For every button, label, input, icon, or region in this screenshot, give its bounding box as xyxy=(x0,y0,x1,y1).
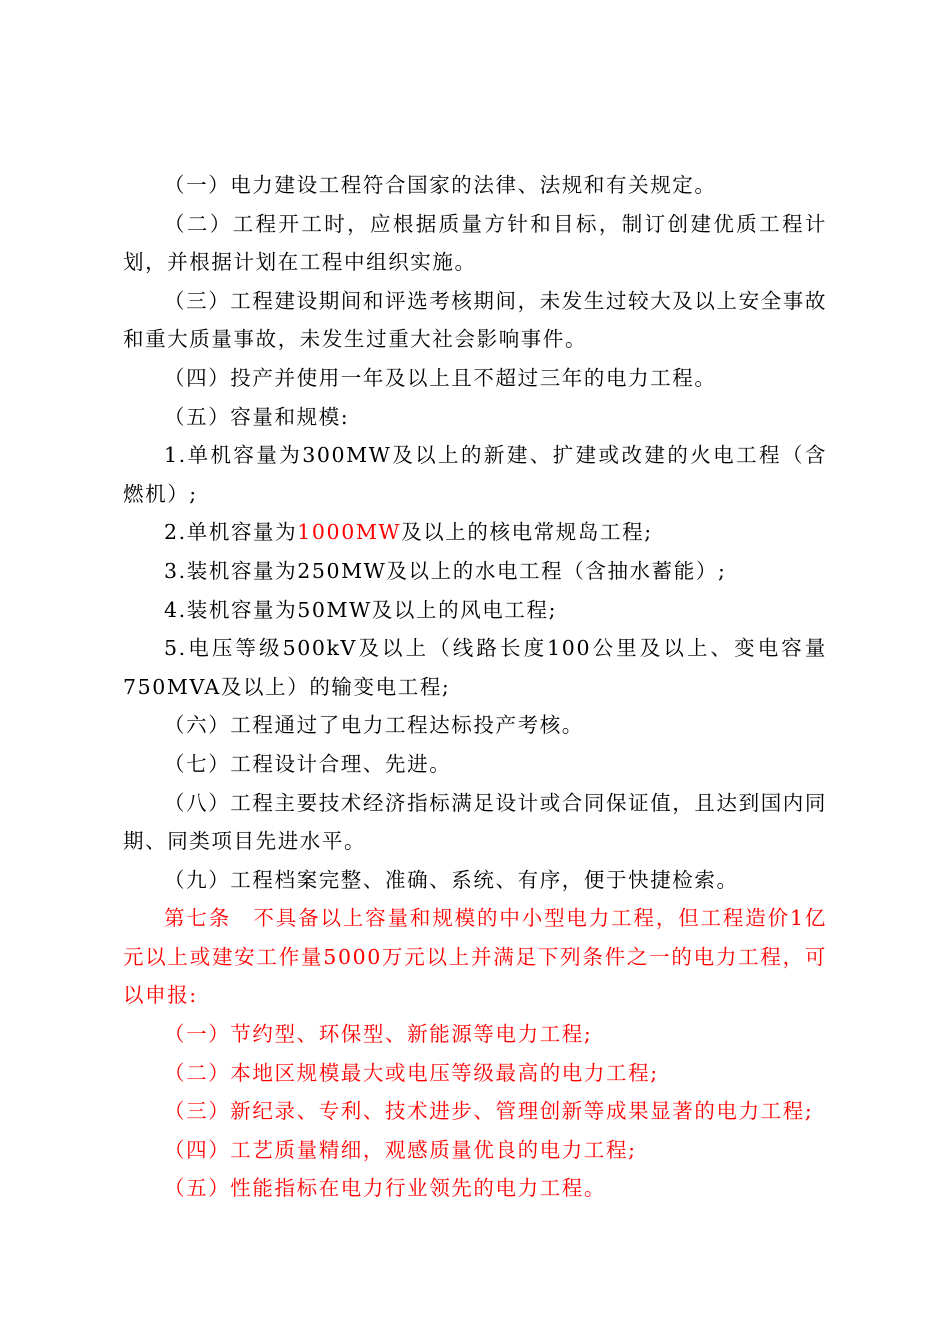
paragraph-7-suffix: 及以上的核电常规岛工程; xyxy=(401,520,653,545)
paragraph-18: （三）新纪录、专利、技术进步、管理创新等成果显著的电力工程; xyxy=(164,1099,814,1124)
paragraph-19: （四）工艺质量精细，观感质量优良的电力工程; xyxy=(164,1137,637,1162)
paragraph-3: （三）工程建设期间和评选考核期间，未发生过较大及以上安全事故和重大质量事故，未发生过重大社会影响事件。 xyxy=(123,288,827,352)
paragraph-7-prefix: 2.单机容量为 xyxy=(164,520,298,545)
paragraph-9: 4.装机容量为50MW及以上的风电工程; xyxy=(164,597,558,622)
paragraph-16: （一）节约型、环保型、新能源等电力工程; xyxy=(164,1022,593,1047)
paragraph-5: （五）容量和规模: xyxy=(164,404,350,429)
paragraph-12: （七）工程设计合理、先进。 xyxy=(164,751,452,776)
article-7-heading-paragraph: 第七条 不具备以上容量和规模的中小型电力工程，但工程造价1亿元以上或建安工作量5000万元以上并满足下列条件之一的电力工程，可以申报: xyxy=(123,906,827,1008)
paragraph-10: 5.电压等级500kV及以上（线路长度100公里及以上、变电容量750MVA及以上）的输变电工程; xyxy=(123,636,827,699)
paragraph-14: （九）工程档案完整、准确、系统、有序，便于快捷检索。 xyxy=(164,867,739,892)
paragraph-20: （五）性能指标在电力行业领先的电力工程。 xyxy=(164,1176,606,1201)
paragraph-2: （二）工程开工时，应根据质量方针和目标，制订创建优质工程计划，并根据计划在工程中组织实施。 xyxy=(123,211,827,275)
paragraph-11: （六）工程通过了电力工程达标投产考核。 xyxy=(164,713,584,738)
document-body xyxy=(123,166,827,1208)
paragraph-7 xyxy=(123,513,827,552)
paragraph-6: 1.单机容量为300MW及以上的新建、扩建或改建的火电工程（含燃机）; xyxy=(123,443,827,506)
paragraph-7-highlight: 1000MW xyxy=(297,520,402,545)
paragraph-1: （一）电力建设工程符合国家的法律、法规和有关规定。 xyxy=(164,173,717,197)
paragraph-4: （四）投产并使用一年及以上且不超过三年的电力工程。 xyxy=(164,365,717,390)
paragraph-13: （八）工程主要技术经济指标满足设计或合同保证值，且达到国内同期、同类项目先进水平。 xyxy=(123,790,827,854)
paragraph-8: 3.装机容量为250MW及以上的水电工程（含抽水蓄能）; xyxy=(164,558,727,583)
paragraph-17: （二）本地区规模最大或电压等级最高的电力工程; xyxy=(164,1060,659,1085)
